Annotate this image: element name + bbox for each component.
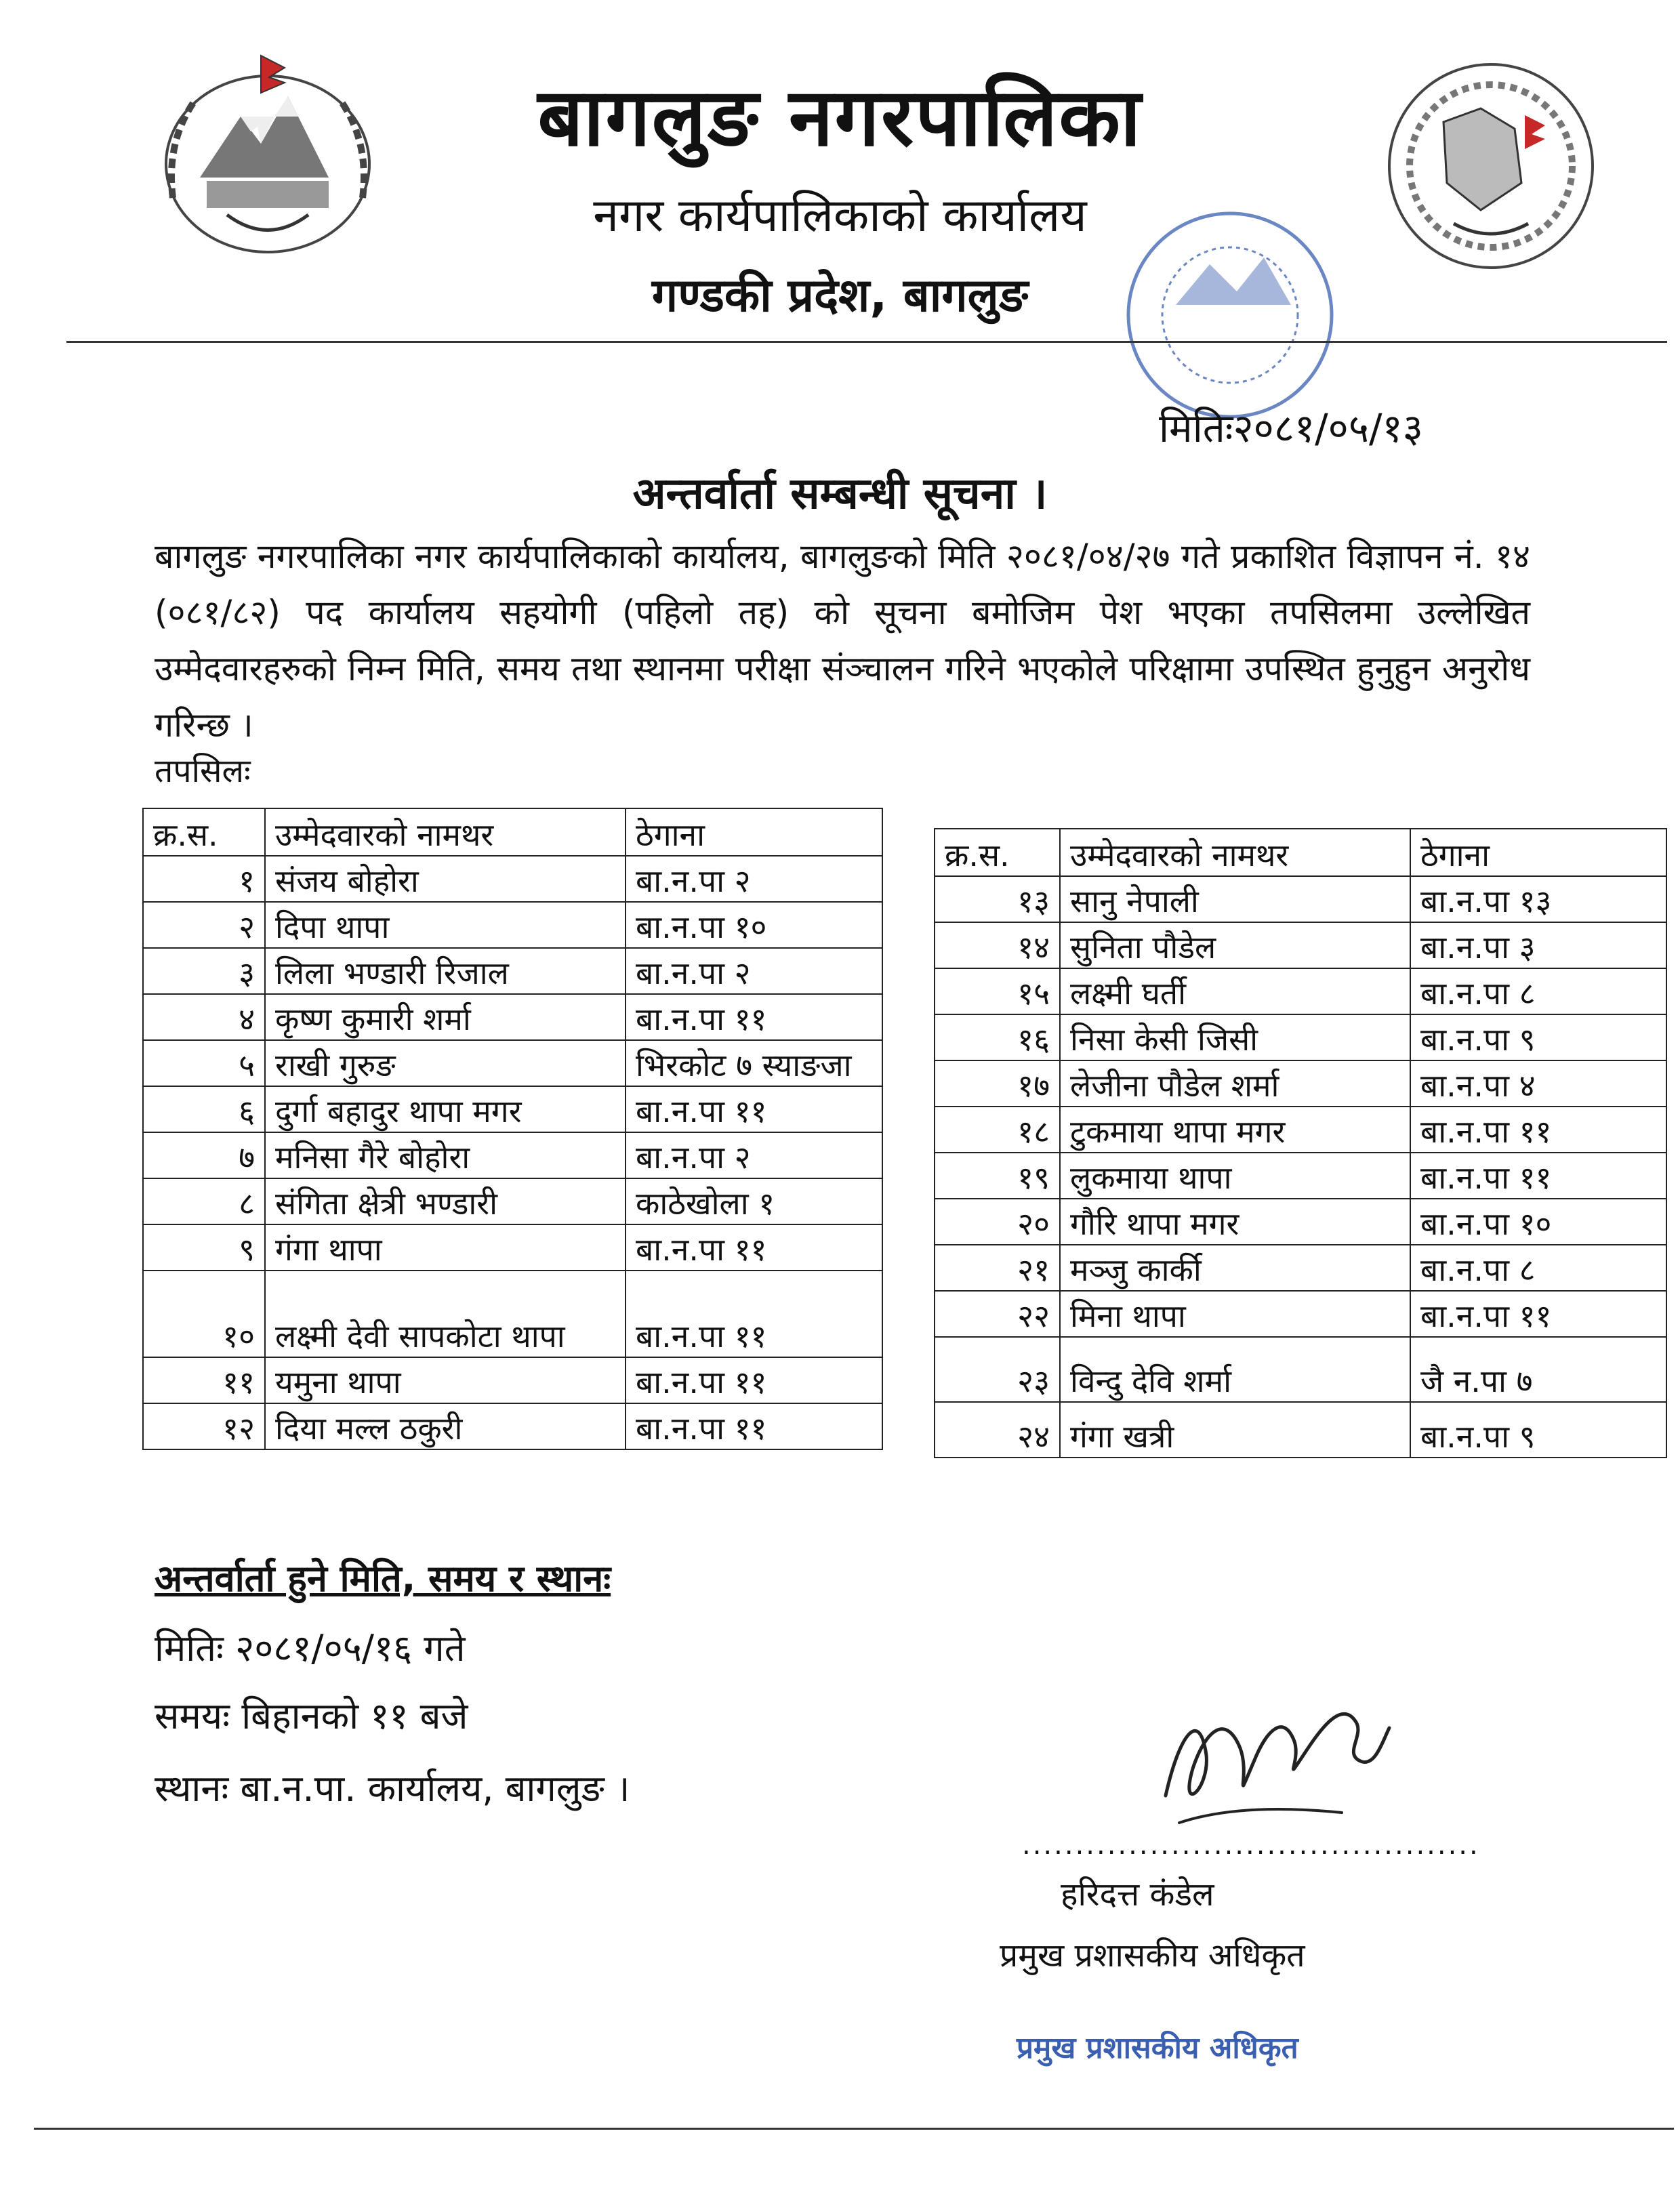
table-row: [935, 968, 1666, 1014]
table-row: [935, 1245, 1666, 1291]
address-cell: बा.न.पा ११: [626, 994, 882, 1040]
table-row: [143, 948, 882, 994]
details-label: तपसिलः: [155, 752, 251, 790]
sn-cell: १३: [935, 876, 1060, 922]
sn-cell: १५: [935, 968, 1060, 1014]
header-address: ठेगाना: [1410, 829, 1666, 876]
name-cell: सुनिता पौडेल: [1060, 922, 1410, 968]
name-cell: मनिसा गैरे बोहोरा: [265, 1132, 626, 1178]
signature-line: ...........................................: [1022, 1830, 1480, 1861]
name-cell: यमुना थापा: [265, 1357, 626, 1403]
name-cell: लुकमाया थापा: [1060, 1153, 1410, 1199]
sn-cell: १४: [935, 922, 1060, 968]
header-name: उम्मेदवारको नामथर: [265, 808, 626, 856]
name-cell: गौरि थापा मगर: [1060, 1199, 1410, 1245]
name-cell: दुर्गा बहादुर थापा मगर: [265, 1086, 626, 1132]
table-row: [143, 1178, 882, 1224]
name-cell: गंगा थापा: [265, 1224, 626, 1271]
table-row: [143, 1357, 882, 1403]
table-header-row: [935, 829, 1666, 876]
address-cell: बा.न.पा ८: [1410, 1245, 1666, 1291]
address-cell: बा.न.पा ४: [1410, 1060, 1666, 1107]
sn-cell: १२: [143, 1403, 265, 1449]
sn-cell: ७: [143, 1132, 265, 1178]
address-cell: बा.न.पा १३: [1410, 876, 1666, 922]
name-cell: टुकमाया थापा मगर: [1060, 1107, 1410, 1153]
table-row: [935, 1337, 1666, 1402]
sn-cell: ६: [143, 1086, 265, 1132]
sn-cell: १७: [935, 1060, 1060, 1107]
municipality-logo-icon: [1379, 54, 1603, 278]
header-divider: [66, 341, 1667, 343]
interview-date: मितिः २०८१/०५/१६ गते: [155, 1627, 466, 1670]
name-cell: कृष्ण कुमारी शर्मा: [265, 994, 626, 1040]
table-row: [143, 902, 882, 948]
sn-cell: २०: [935, 1199, 1060, 1245]
sn-cell: १८: [935, 1107, 1060, 1153]
sn-cell: १०: [143, 1271, 265, 1357]
name-cell: सानु नेपाली: [1060, 876, 1410, 922]
address-cell: बा.न.पा ८: [1410, 968, 1666, 1014]
address-cell: काठेखोला १: [626, 1178, 882, 1224]
sn-cell: १६: [935, 1014, 1060, 1060]
sn-cell: २: [143, 902, 265, 948]
header-sn: क्र.स.: [143, 808, 265, 856]
name-cell: संगिता क्षेत्री भण्डारी: [265, 1178, 626, 1224]
address-cell: जै न.पा ७: [1410, 1337, 1666, 1402]
signatory-name: हरिदत्त कंडेल: [1061, 1876, 1214, 1914]
table-row: [935, 1199, 1666, 1245]
province-address: गण्डकी प्रदेश, बागलुङ: [651, 269, 1029, 323]
table-row: [935, 1153, 1666, 1199]
table-row: [935, 1291, 1666, 1337]
name-cell: निसा केसी जिसी: [1060, 1014, 1410, 1060]
table-row: [143, 1040, 882, 1086]
notice-title: अन्तर्वार्ता सम्बन्धी सूचना ।: [632, 469, 1048, 519]
sn-cell: २४: [935, 1402, 1060, 1458]
address-cell: बा.न.पा ११: [626, 1271, 882, 1357]
name-cell: लक्ष्मी घर्ती: [1060, 968, 1410, 1014]
table-row: [143, 856, 882, 902]
address-cell: भिरकोट ७ स्याङजा: [626, 1040, 882, 1086]
seal-title: प्रमुख प्रशासकीय अधिकृत: [1017, 2031, 1298, 2065]
name-cell: लेजीना पौडेल शर्मा: [1060, 1060, 1410, 1107]
interview-heading: अन्तर्वार्ता हुने मिति, समय र स्थानः: [155, 1557, 611, 1600]
address-cell: बा.न.पा २: [626, 856, 882, 902]
signature-icon: [1139, 1653, 1396, 1857]
table-row: [935, 1402, 1666, 1458]
interview-time: समयः बिहानको ११ बजे: [155, 1695, 468, 1737]
address-cell: बा.न.पा ३: [1410, 922, 1666, 968]
sn-cell: १९: [935, 1153, 1060, 1199]
address-cell: बा.न.पा ११: [626, 1086, 882, 1132]
name-cell: संजय बोहोरा: [265, 856, 626, 902]
address-cell: बा.न.पा ११: [626, 1403, 882, 1449]
sn-cell: ८: [143, 1178, 265, 1224]
office-stamp-icon: [1101, 203, 1359, 427]
name-cell: मिना थापा: [1060, 1291, 1410, 1337]
table-row: [935, 1014, 1666, 1060]
sn-cell: ३: [143, 948, 265, 994]
table-row: [935, 1107, 1666, 1153]
candidate-table-right: [934, 828, 1667, 1458]
signatory-title: प्रमुख प्रशासकीय अधिकृत: [1000, 1937, 1305, 1975]
notice-date: मितिः२०८१/०५/१३: [1159, 405, 1423, 451]
table-row: [143, 994, 882, 1040]
header-sn: क्र.स.: [935, 829, 1060, 876]
sn-cell: २३: [935, 1337, 1060, 1402]
name-cell: लिला भण्डारी रिजाल: [265, 948, 626, 994]
sn-cell: २१: [935, 1245, 1060, 1291]
sn-cell: ४: [143, 994, 265, 1040]
sn-cell: ११: [143, 1357, 265, 1403]
address-cell: बा.न.पा १०: [1410, 1199, 1666, 1245]
sn-cell: ५: [143, 1040, 265, 1086]
address-cell: बा.न.पा १०: [626, 902, 882, 948]
name-cell: राखी गुरुङ: [265, 1040, 626, 1086]
address-cell: बा.न.पा २: [626, 1132, 882, 1178]
candidate-table-left: [142, 808, 883, 1450]
sn-cell: २२: [935, 1291, 1060, 1337]
office-name: नगर कार्यपालिकाको कार्यालय: [593, 189, 1087, 243]
address-cell: बा.न.पा ९: [1410, 1014, 1666, 1060]
address-cell: बा.न.पा ११: [1410, 1107, 1666, 1153]
table-row: [935, 1060, 1666, 1107]
sn-cell: ९: [143, 1224, 265, 1271]
notice-paragraph: बागलुङ नगरपालिका नगर कार्यपालिकाको कार्यालय, बागलुङको मिति २०८१/०४/२७ गते प्रकाशित विज्ञापन नं. १४ (०८१/८२) पद कार्यालय सहयोगी (पहिलो तह) को सूचना बमोजिम पेश भएका तपसिलमा उल्लेखित उम्मेदवारहरुको निम्न मिति, समय तथा स्थानमा परीक्षा संञ्चालन गरिने भएकोले परिक्षामा उपस्थित हुनुहुन अनुरोध गरिन्छ ।: [155, 537, 1530, 745]
table-row: [143, 1086, 882, 1132]
table-row: [935, 876, 1666, 922]
table-row: [143, 1224, 882, 1271]
name-cell: लक्ष्मी देवी सापकोटा थापा: [265, 1271, 626, 1357]
table-header-row: [143, 808, 882, 856]
address-cell: बा.न.पा ९: [1410, 1402, 1666, 1458]
address-cell: बा.न.पा ११: [626, 1224, 882, 1271]
address-cell: बा.न.पा ११: [626, 1357, 882, 1403]
table-row: [143, 1132, 882, 1178]
name-cell: दिया मल्ल ठकुरी: [265, 1403, 626, 1449]
header-name: उम्मेदवारको नामथर: [1060, 829, 1410, 876]
header-address: ठेगाना: [626, 808, 882, 856]
sn-cell: १: [143, 856, 265, 902]
address-cell: बा.न.पा २: [626, 948, 882, 994]
name-cell: गंगा खत्री: [1060, 1402, 1410, 1458]
table-row: [143, 1403, 882, 1449]
name-cell: विन्दु देवि शर्मा: [1060, 1337, 1410, 1402]
address-cell: बा.न.पा ११: [1410, 1291, 1666, 1337]
name-cell: मञ्जु कार्की: [1060, 1245, 1410, 1291]
table-row: [143, 1271, 882, 1357]
address-cell: बा.न.पा ११: [1410, 1153, 1666, 1199]
name-cell: दिपा थापा: [265, 902, 626, 948]
footer-divider: [34, 2128, 1674, 2130]
interview-place: स्थानः बा.न.पा. कार्यालय, बागलुङ ।: [155, 1767, 630, 1810]
org-name: बागलुङ नगरपालिका: [537, 70, 1143, 164]
table-row: [935, 922, 1666, 968]
